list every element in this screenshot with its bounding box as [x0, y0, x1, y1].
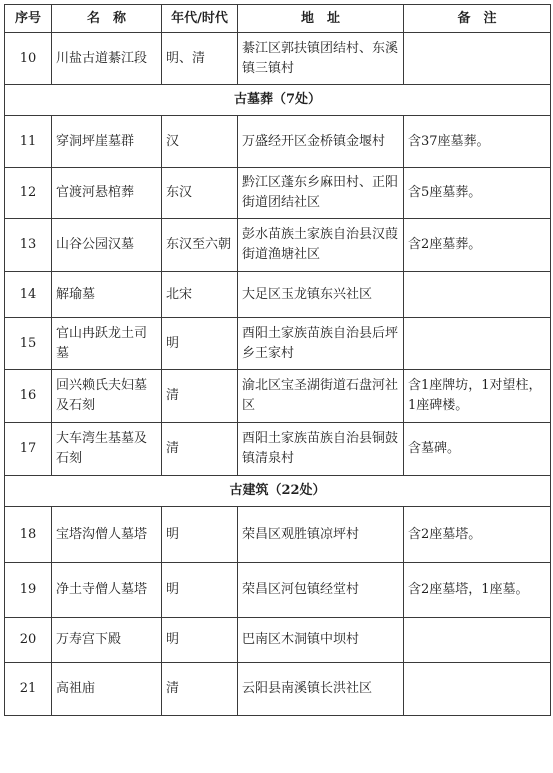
cell-era: 清 — [162, 370, 238, 423]
header-name: 名 称 — [52, 5, 162, 33]
cell-era: 东汉 — [162, 168, 238, 219]
table-row — [5, 168, 551, 219]
cell-era: 明、清 — [162, 33, 238, 85]
cell-name: 川盐古道綦江段 — [52, 33, 162, 85]
cell-note — [404, 272, 551, 318]
table-row — [5, 507, 551, 563]
cell-address: 黔江区蓬东乡麻田村、正阳街道团结社区 — [238, 168, 404, 219]
cell-era: 东汉至六朝 — [162, 219, 238, 272]
section-header-row — [5, 476, 551, 507]
cell-name: 山谷公园汉墓 — [52, 219, 162, 272]
cell-era: 清 — [162, 663, 238, 716]
cell-name: 回兴赖氏夫妇墓及石刻 — [52, 370, 162, 423]
cell-name: 高祖庙 — [52, 663, 162, 716]
cell-note: 含1座牌坊，1对望柱，1座碑楼。 — [404, 370, 551, 423]
cell-era: 明 — [162, 507, 238, 563]
cell-note — [404, 318, 551, 370]
cell-address: 云阳县南溪镇长洪社区 — [238, 663, 404, 716]
cell-address: 彭水苗族土家族自治县汉葭街道渔塘社区 — [238, 219, 404, 272]
cell-name: 万寿宫下殿 — [52, 618, 162, 663]
cell-address: 万盛经开区金桥镇金堰村 — [238, 116, 404, 168]
cell-num: 16 — [5, 370, 52, 423]
cell-note: 含37座墓葬。 — [404, 116, 551, 168]
table-row — [5, 618, 551, 663]
cell-num: 18 — [5, 507, 52, 563]
cell-num: 19 — [5, 563, 52, 618]
cell-era: 明 — [162, 563, 238, 618]
cell-era: 清 — [162, 423, 238, 476]
table-row — [5, 219, 551, 272]
cell-address: 巴南区木洞镇中坝村 — [238, 618, 404, 663]
cell-name: 官渡河悬棺葬 — [52, 168, 162, 219]
cell-address: 大足区玉龙镇东兴社区 — [238, 272, 404, 318]
table-body — [5, 33, 551, 716]
header-address: 地 址 — [238, 5, 404, 33]
cell-num: 10 — [5, 33, 52, 85]
cell-note: 含2座墓塔，1座墓。 — [404, 563, 551, 618]
cell-era: 北宋 — [162, 272, 238, 318]
cell-num: 17 — [5, 423, 52, 476]
table-row — [5, 563, 551, 618]
cell-num: 13 — [5, 219, 52, 272]
table-row — [5, 116, 551, 168]
table-row — [5, 272, 551, 318]
table-row — [5, 370, 551, 423]
cell-address: 酉阳土家族苗族自治县铜鼓镇清泉村 — [238, 423, 404, 476]
cell-note: 含墓碑。 — [404, 423, 551, 476]
cell-num: 15 — [5, 318, 52, 370]
cell-note — [404, 663, 551, 716]
cell-era: 汉 — [162, 116, 238, 168]
cell-num: 11 — [5, 116, 52, 168]
cell-era: 明 — [162, 618, 238, 663]
cell-name: 解瑜墓 — [52, 272, 162, 318]
table-row — [5, 663, 551, 716]
header-note: 备 注 — [404, 5, 551, 33]
cell-num: 14 — [5, 272, 52, 318]
cell-note: 含2座墓塔。 — [404, 507, 551, 563]
cell-address: 渝北区宝圣湖街道石盘河社区 — [238, 370, 404, 423]
table-row — [5, 318, 551, 370]
header-row — [5, 5, 551, 33]
section-title: 古墓葬（7处） — [5, 85, 551, 116]
header-num: 序号 — [5, 5, 52, 33]
cell-address: 酉阳土家族苗族自治县后坪乡王家村 — [238, 318, 404, 370]
cell-note: 含2座墓葬。 — [404, 219, 551, 272]
header-era: 年代/时代 — [162, 5, 238, 33]
cell-note: 含5座墓葬。 — [404, 168, 551, 219]
cell-address: 荣昌区观胜镇凉坪村 — [238, 507, 404, 563]
cell-name: 穿洞坪崖墓群 — [52, 116, 162, 168]
cell-era: 明 — [162, 318, 238, 370]
cell-name: 净土寺僧人墓塔 — [52, 563, 162, 618]
cell-note — [404, 33, 551, 85]
cell-address: 荣昌区河包镇经堂村 — [238, 563, 404, 618]
cell-num: 21 — [5, 663, 52, 716]
cell-address: 綦江区郭扶镇团结村、东溪镇三镇村 — [238, 33, 404, 85]
section-header-row — [5, 85, 551, 116]
cell-note — [404, 618, 551, 663]
cell-num: 20 — [5, 618, 52, 663]
cell-name: 官山冉跃龙土司墓 — [52, 318, 162, 370]
section-title: 古建筑（22处） — [5, 476, 551, 507]
cell-name: 大车湾生基墓及石刻 — [52, 423, 162, 476]
table-row — [5, 423, 551, 476]
cell-name: 宝塔沟僧人墓塔 — [52, 507, 162, 563]
heritage-table — [4, 4, 551, 716]
table-row — [5, 33, 551, 85]
cell-num: 12 — [5, 168, 52, 219]
